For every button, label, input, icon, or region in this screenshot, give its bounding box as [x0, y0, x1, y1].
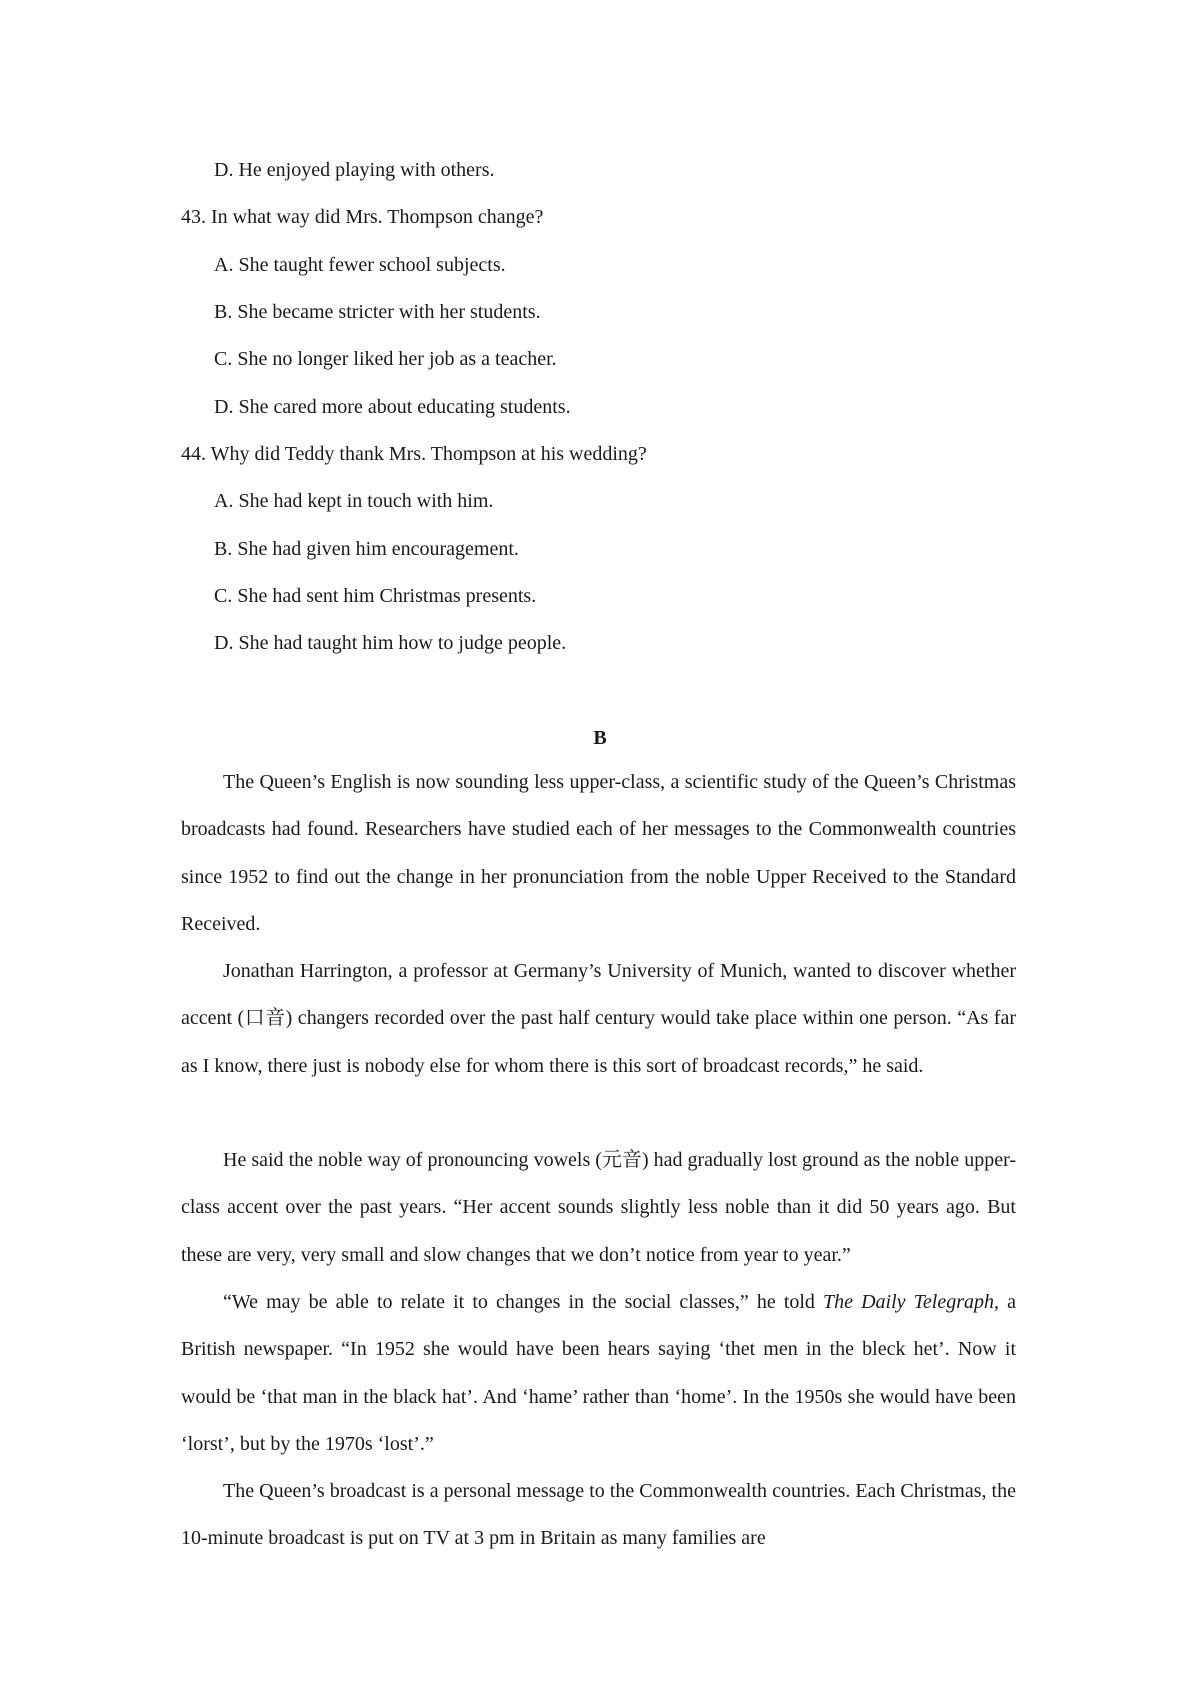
passage-paragraph-2: Jonathan Harrington, a professor at Germany’s University of Munich, wanted to discover whether accent (口音) changers recorded over the past half century would take place within one person. “As far as I know, there just is nobody else for whom there is this sort of broadcast records,” he said. — [181, 960, 1016, 1077]
q44-option-b: B. She had given him encouragement. — [214, 538, 519, 560]
paragraph-4-text-after: a British newspaper. “In 1952 she would have been hears saying ‘thet men in the bleck het’. Now it would be ‘that man in the black hat’. And ‘hame’ rather than ‘home’. In the 1950s she would have been ‘lorst’, but by the 1970s ‘lost’.” — [181, 1291, 1016, 1455]
q43-stem: 43. In what way did Mrs. Thompson change? — [181, 206, 544, 228]
q43-option-a: A. She taught fewer school subjects. — [214, 254, 506, 276]
newspaper-title: The Daily Telegraph, — [823, 1291, 1000, 1313]
q42-option-d: D. He enjoyed playing with others. — [214, 159, 495, 181]
q43-option-c: C. She no longer liked her job as a teacher. — [214, 348, 557, 370]
passage-paragraph-1: The Queen’s English is now sounding less upper-class, a scientific study of the Queen’s Christmas broadcasts had found. Researchers have studied each of her messages to the Commonwealth countries since 1952 to find out the change in her pronunciation from the noble Upper Received to the Standard Received. — [181, 771, 1016, 935]
section-heading-b: B — [593, 727, 607, 749]
passage-paragraph-5: The Queen’s broadcast is a personal message to the Commonwealth countries. Each Christmas, the 10-minute broadcast is put on TV at 3 pm in Britain as many families are — [181, 1480, 1016, 1550]
paragraph-4-text-before: “We may be able to relate it to changes in the social classes,” he told — [223, 1291, 824, 1313]
q44-option-c: C. She had sent him Christmas presents. — [214, 585, 537, 607]
q44-option-a: A. She had kept in touch with him. — [214, 490, 494, 512]
q44-option-d: D. She had taught him how to judge people. — [214, 632, 567, 654]
q43-option-b: B. She became stricter with her students. — [214, 301, 541, 323]
q43-option-d: D. She cared more about educating students. — [214, 396, 571, 418]
passage-paragraph-3: He said the noble way of pronouncing vowels (元音) had gradually lost ground as the noble upper-class accent over the past years. “Her accent sounds slightly less noble than it did 50 years ago. But these are very, very small and slow changes that we don’t notice from year to year.” — [181, 1149, 1016, 1266]
q44-stem: 44. Why did Teddy thank Mrs. Thompson at his wedding? — [181, 443, 647, 465]
passage-paragraph-4 — [181, 1279, 1016, 1468]
